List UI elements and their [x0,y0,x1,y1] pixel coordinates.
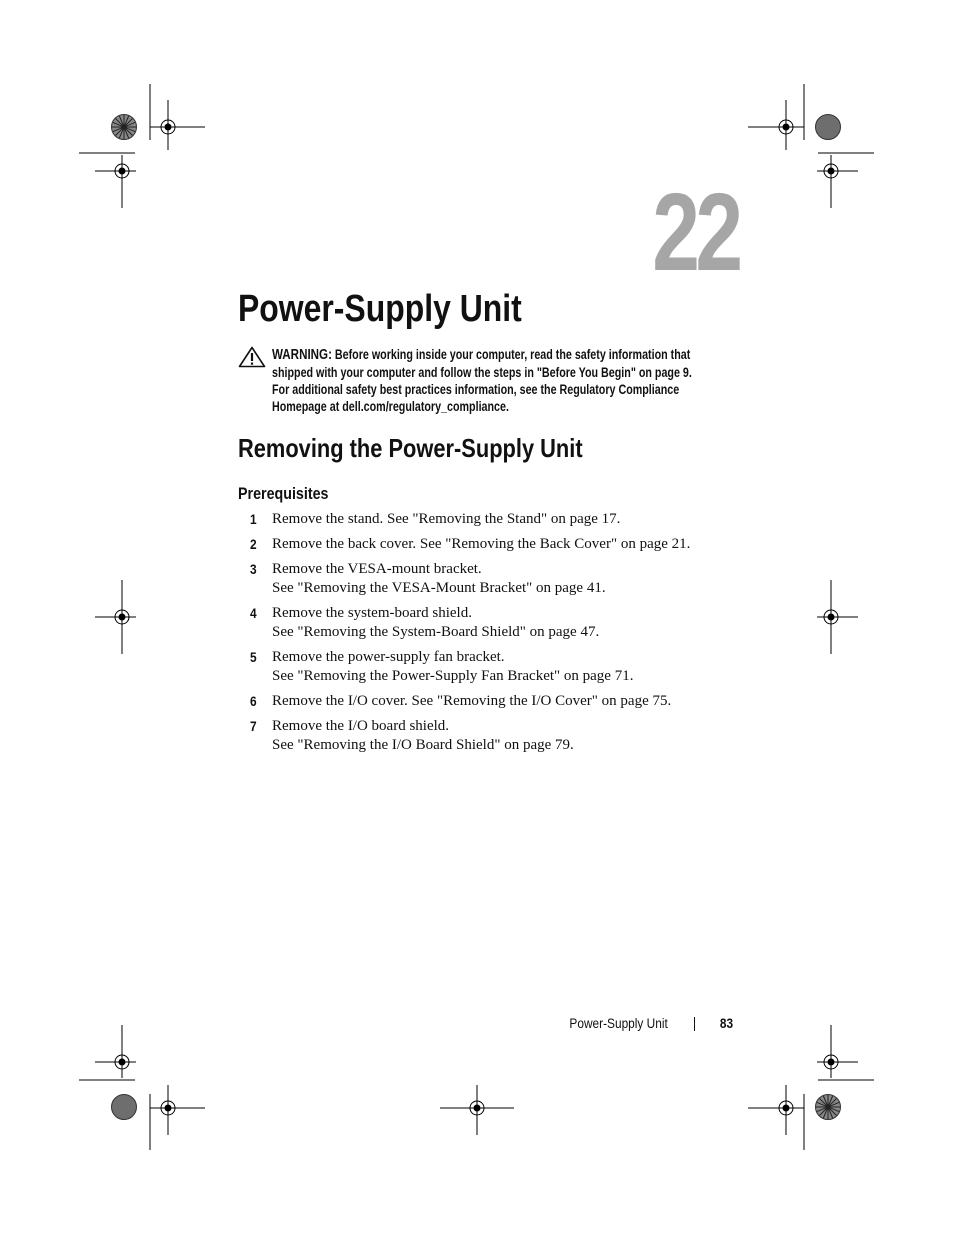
step-text: Remove the VESA-mount bracket. [272,561,482,577]
step-number: 6 [250,693,257,709]
warning-label: WARNING: [272,347,332,363]
list-item [238,648,738,686]
list-item [238,604,738,642]
step-number: 1 [250,511,257,527]
warning-line: Before working inside your computer, read the safety information that [334,347,691,362]
list-item [238,510,738,529]
step-text: See "Removing the System-Board Shield" on page 47. [272,624,600,640]
list-item [238,560,738,598]
step-number: 2 [250,536,257,552]
section-title: Removing the Power-Supply Unit [238,433,583,463]
list-item [238,692,738,711]
list-item [238,717,738,755]
step-text: See "Removing the VESA-Mount Bracket" on page 41. [272,580,606,596]
step-text: Remove the stand. See "Removing the Stand" on page 17. [272,511,621,527]
warning-line: For additional safety best practices information, see the Regulatory Compliance [272,382,680,397]
step-number: 3 [250,561,257,577]
step-text: Remove the I/O cover. See "Removing the I/O Cover" on page 75. [272,693,672,709]
footer-divider [694,1017,695,1031]
step-number: 5 [250,649,257,665]
prerequisite-steps [238,510,738,755]
warning-line: Homepage at dell.com/regulatory_compliance. [272,399,509,414]
step-text: See "Removing the I/O Board Shield" on page 79. [272,737,574,753]
step-number: 7 [250,718,257,734]
step-text: Remove the I/O board shield. [272,718,450,734]
step-number: 4 [250,605,257,621]
step-text: Remove the power-supply fan bracket. [272,649,505,665]
step-text: See "Removing the Power-Supply Fan Bracket" on page 71. [272,668,634,684]
warning-line: shipped with your computer and follow the steps in "Before You Begin" on page 9. [272,365,692,380]
chapter-number: 22 [651,171,738,294]
page-footer [556,1016,734,1031]
list-item [238,535,738,554]
footer-title: Power-Supply Unit [569,1016,668,1031]
step-text: Remove the system-board shield. [272,605,472,621]
warning-text [272,346,720,415]
step-text: Remove the back cover. See "Removing the Back Cover" on page 21. [272,536,691,552]
chapter-title: Power-Supply Unit [238,288,522,330]
warning-triangle-icon [238,346,266,368]
subsection-title: Prerequisites [238,484,329,503]
page-number: 83 [719,1016,734,1031]
